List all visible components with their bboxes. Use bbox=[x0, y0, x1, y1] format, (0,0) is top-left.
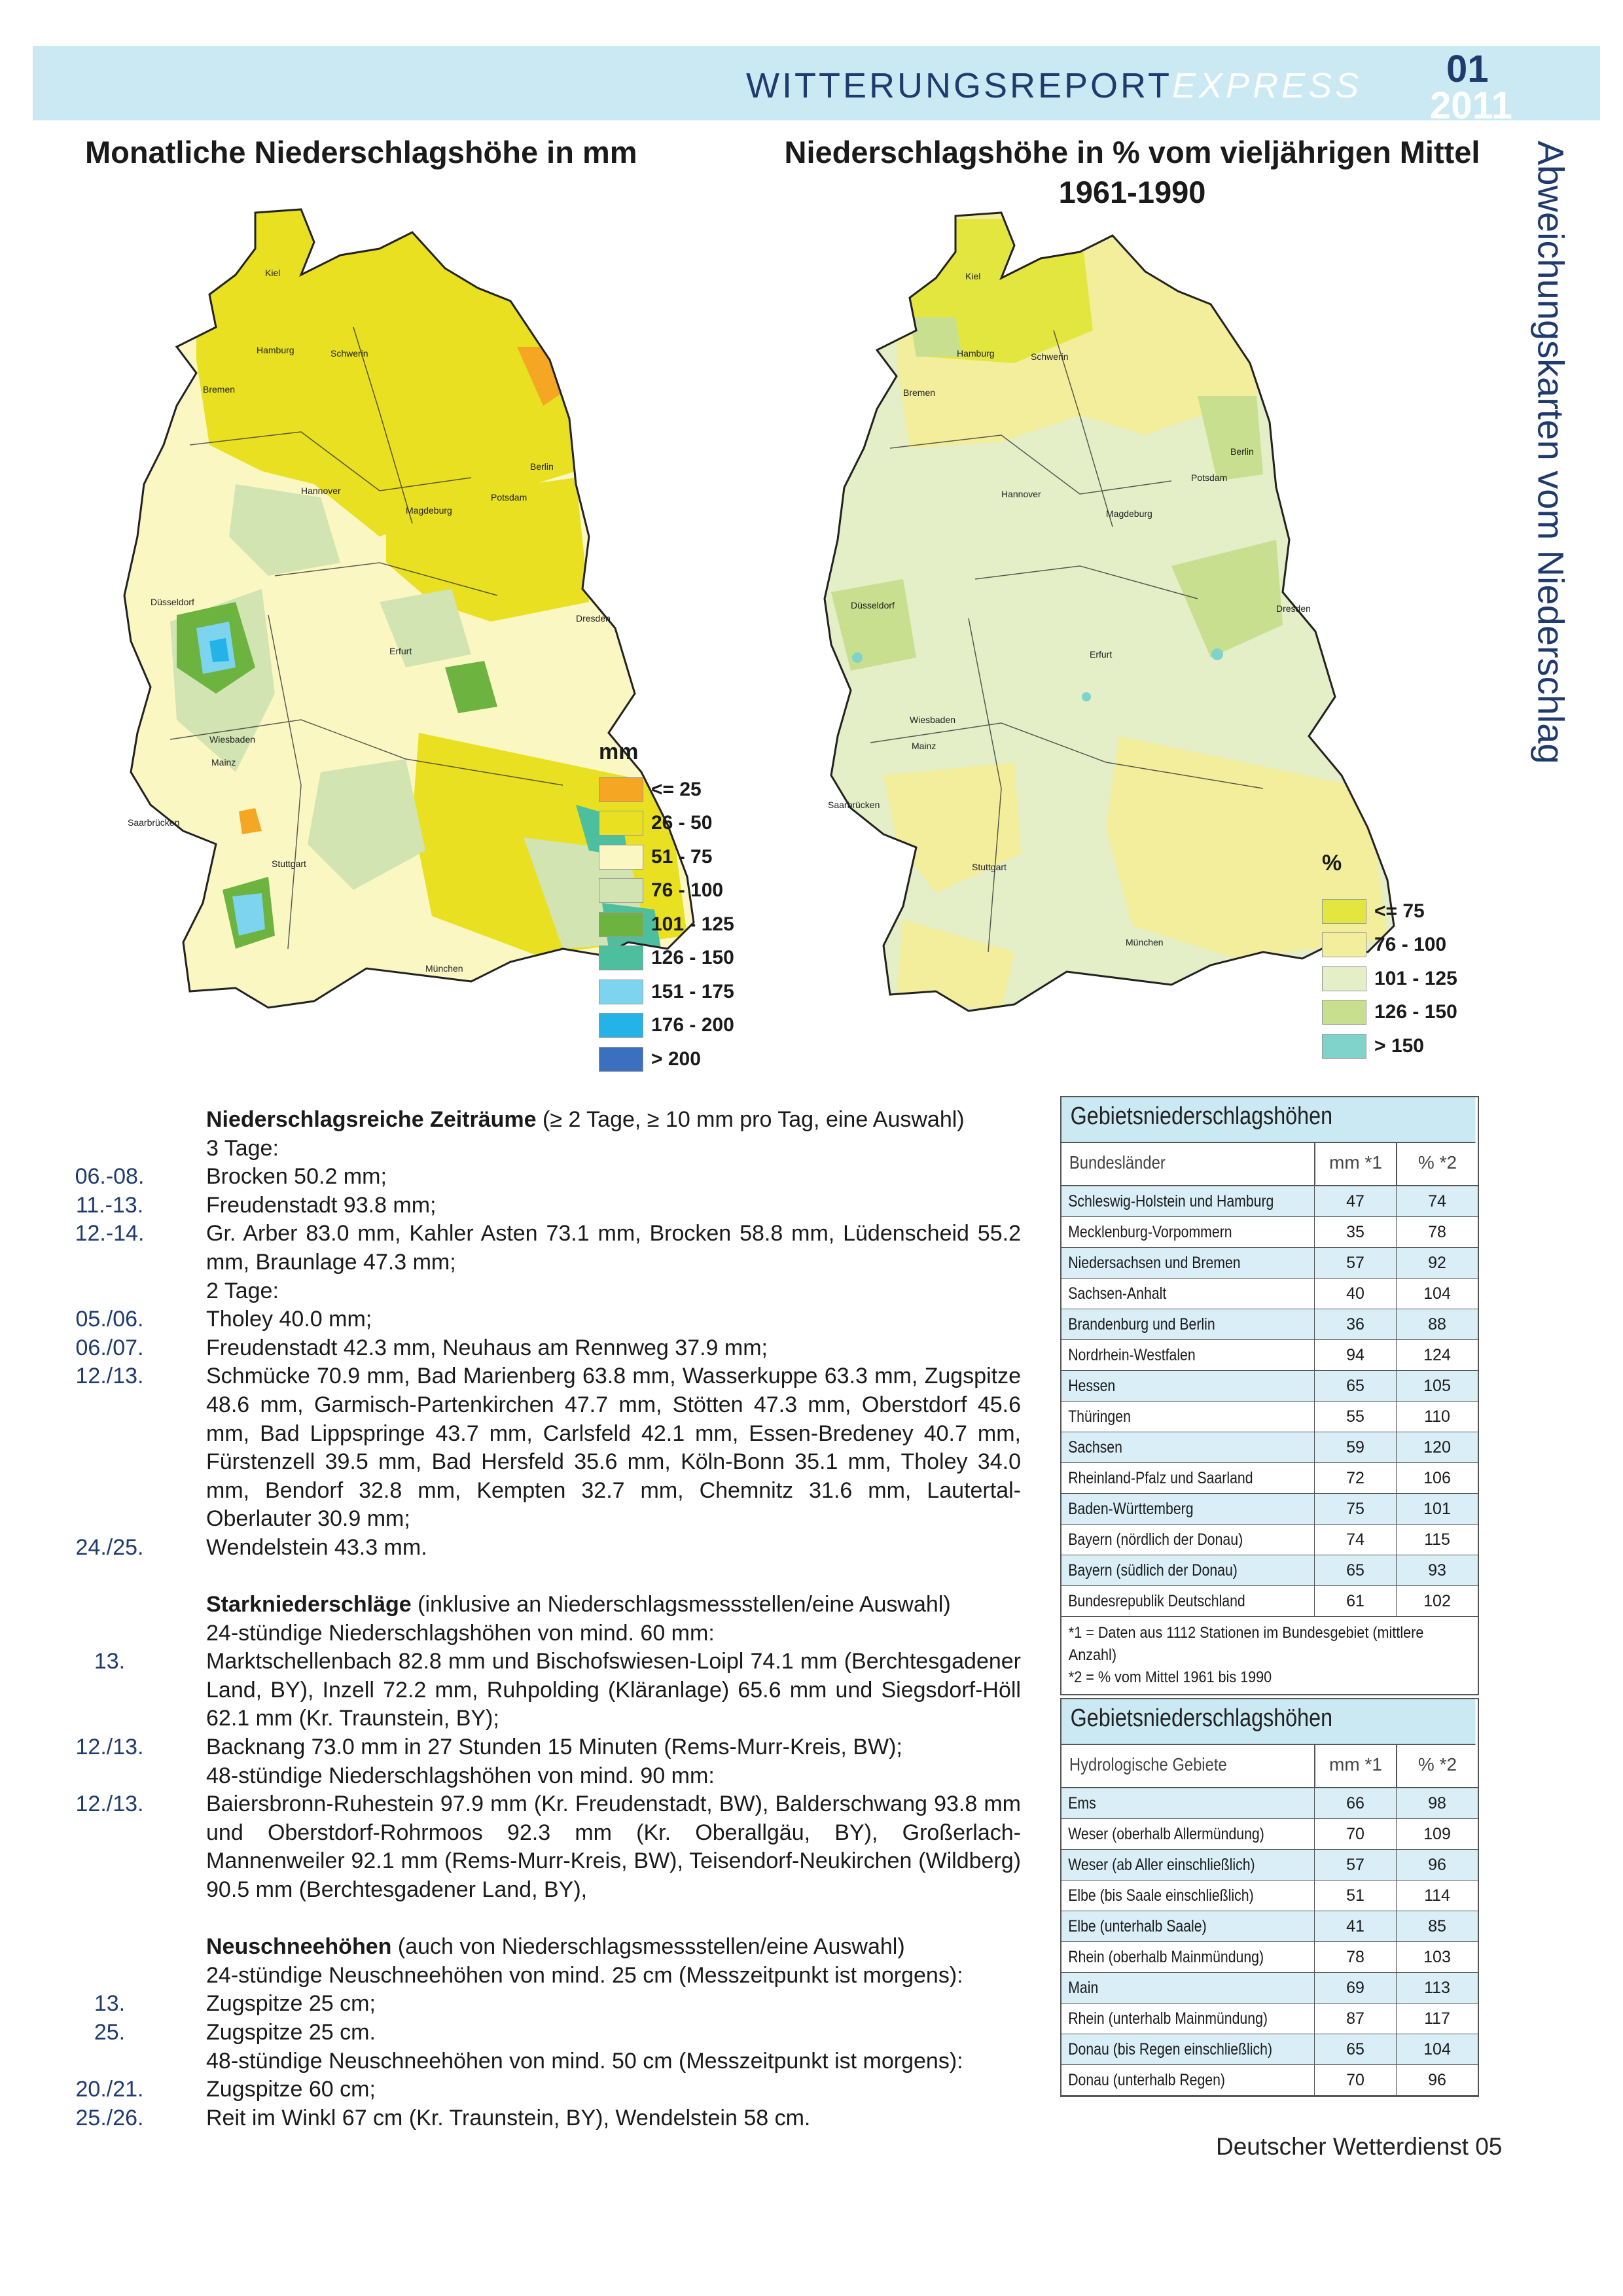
table-cell: 85 bbox=[1396, 1911, 1478, 1941]
city-label-potsdam: Potsdam bbox=[1191, 472, 1228, 483]
event-description: Freudenstadt 42.3 mm, Neuhaus am Rennweg 37.9 mm; bbox=[206, 1335, 768, 1360]
event-description: 24-stündige Neuschneehöhen von mind. 25 cm (Messzeitpunkt ist morgens): bbox=[206, 1962, 963, 1988]
event-entry bbox=[0, 2104, 1021, 2133]
event-date bbox=[0, 1619, 206, 1648]
city-label-erfurt: Erfurt bbox=[389, 646, 412, 656]
legend-swatch bbox=[1322, 1034, 1366, 1059]
event-text bbox=[206, 1277, 1021, 1306]
table-cell: 105 bbox=[1396, 1371, 1478, 1401]
states-precip-table bbox=[1060, 1096, 1479, 1695]
spacer bbox=[0, 1563, 1021, 1591]
legend-swatch bbox=[599, 777, 643, 802]
mm-legend-item bbox=[599, 807, 734, 841]
mm-legend-item bbox=[599, 1042, 734, 1076]
table-cell: 120 bbox=[1396, 1432, 1478, 1462]
table-cell: 101 bbox=[1396, 1494, 1478, 1524]
left-map-title: Monatliche Niederschlagshöhe in mm bbox=[85, 135, 637, 169]
table-cell: 92 bbox=[1396, 1248, 1478, 1278]
event-text bbox=[206, 1305, 1021, 1334]
table-cell: 106 bbox=[1396, 1463, 1478, 1493]
section-heading: Neuschneehöhen bbox=[206, 1934, 392, 1960]
table-row bbox=[1061, 1911, 1478, 1942]
event-description: (auch von Niederschlagsmessstellen/eine Auswahl) bbox=[391, 1934, 905, 1960]
section-heading: Niederschlagsreiche Zeiträume bbox=[206, 1107, 537, 1132]
table-cell: 41 bbox=[1314, 1911, 1396, 1941]
column-header: % *2 bbox=[1396, 1745, 1478, 1787]
event-description: Schmücke 70.9 mm, Bad Marienberg 63.8 mm, Wasserkuppe 63.3 mm, Zugspitze 48.6 mm, Garmisch-Partenkirchen 47.7 mm, Stötten 47.3 mm, Oberstdorf 45.6 mm, Bad Lippspringe 43.7 mm, Carlsfeld 42.1 mm, Essen-Bredeney 40.7 mm, Fürstenzell 39.5 mm, Bad Hersfeld 35.6 mm, Köln-Bonn 35.1 mm, Tholey 34.0 mm, Bendorf 32.8 mm, Kempten 32.7 mm, Chemnitz 31.6 mm, Lautertal-Oberlauter 30.9 mm; bbox=[206, 1364, 1021, 1532]
table-row bbox=[1061, 1788, 1478, 1819]
event-entry bbox=[0, 1534, 1021, 1563]
event-entry bbox=[0, 1334, 1021, 1363]
table-cell: 74 bbox=[1396, 1186, 1478, 1216]
event-entry bbox=[0, 1220, 1021, 1277]
event-entry bbox=[0, 1762, 1021, 1791]
table-cell: Bayern (südlich der Donau) bbox=[1068, 1561, 1238, 1580]
table-cell: Main bbox=[1068, 1978, 1099, 1997]
table-cell: 94 bbox=[1314, 1340, 1396, 1370]
event-text bbox=[206, 1762, 1021, 1791]
city-label-berlin: Berlin bbox=[530, 461, 554, 472]
city-label-hannover: Hannover bbox=[301, 486, 341, 496]
event-text bbox=[206, 1334, 1021, 1363]
event-text bbox=[206, 1962, 1021, 1990]
table-row bbox=[1061, 1371, 1478, 1402]
event-entry bbox=[0, 1106, 1021, 1135]
percent-legend-item bbox=[1322, 1029, 1457, 1063]
event-date: 12./13. bbox=[75, 1792, 144, 1817]
legend-swatch bbox=[599, 1013, 643, 1038]
table-cell: 102 bbox=[1396, 1586, 1478, 1616]
table-cell: Mecklenburg-Vorpommern bbox=[1068, 1222, 1232, 1241]
event-entry bbox=[0, 1277, 1021, 1306]
legend-label: 26 - 50 bbox=[651, 812, 713, 834]
table-cell: 55 bbox=[1314, 1402, 1396, 1432]
table-cell: 104 bbox=[1396, 2034, 1478, 2064]
table-cell: Hessen bbox=[1068, 1376, 1116, 1395]
table-row bbox=[1061, 1494, 1478, 1525]
table-cell: 109 bbox=[1396, 1819, 1478, 1849]
table-cell: Schleswig-Holstein und Hamburg bbox=[1068, 1192, 1274, 1210]
table-cell: Donau (bis Regen einschließlich) bbox=[1068, 2040, 1273, 2058]
event-entry bbox=[0, 1990, 1021, 2019]
event-description: Zugspitze 25 cm. bbox=[206, 2020, 376, 2045]
report-title: WITTERUNGSREPORTEXPRESS bbox=[746, 66, 1363, 105]
table-cell: Brandenburg und Berlin bbox=[1068, 1315, 1215, 1333]
event-text bbox=[206, 1933, 1021, 1962]
table-cell: 59 bbox=[1314, 1432, 1396, 1462]
column-header: Bundesländer bbox=[1069, 1152, 1166, 1173]
event-description: Marktschellenbach 82.8 mm und Bischofswiesen-Loipl 74.1 mm (Berchtesgadener Land, BY), Inzell 72.2 mm, Ruhpolding (Kläranlage) 65.6 mm und Siegsdorf-Höll 62.1 mm (Kr. Traunstein, BY); bbox=[206, 1649, 1021, 1731]
table-cell: 65 bbox=[1314, 2034, 1396, 2064]
legend-label: 76 - 100 bbox=[1374, 934, 1447, 956]
event-date: 12./13. bbox=[75, 1364, 144, 1389]
table-cell: Ems bbox=[1068, 1793, 1096, 1812]
table-row bbox=[1061, 1309, 1478, 1340]
event-description: Backnang 73.0 mm in 27 Stunden 15 Minuten (Rems-Murr-Kreis, BW); bbox=[206, 1735, 902, 1760]
table-cell: Niedersachsen und Bremen bbox=[1068, 1253, 1241, 1272]
table-cell: 96 bbox=[1396, 1850, 1478, 1880]
event-text bbox=[206, 1733, 1021, 1762]
table-row bbox=[1061, 1279, 1478, 1309]
table-row bbox=[1061, 1217, 1478, 1248]
table-row bbox=[1061, 1973, 1478, 2004]
city-label-wiesbaden: Wiesbaden bbox=[209, 734, 256, 745]
table-row bbox=[1061, 2065, 1478, 2096]
event-entry bbox=[0, 2047, 1021, 2076]
event-date: 06.-08. bbox=[75, 1164, 145, 1190]
event-date bbox=[0, 1277, 206, 1306]
column-header: mm *1 bbox=[1314, 1143, 1396, 1185]
event-text bbox=[206, 2104, 1021, 2133]
right-map-title: Niederschlagshöhe in % vom vieljährigen Mittel 1961-1990 bbox=[784, 135, 1480, 209]
event-text bbox=[206, 2019, 1021, 2047]
table-cell: Nordrhein-Westfalen bbox=[1068, 1345, 1196, 1364]
city-label-schwerin: Schwerin bbox=[1031, 351, 1069, 362]
city-label-hannover: Hannover bbox=[1001, 489, 1041, 499]
event-text bbox=[206, 1192, 1021, 1220]
precipitation-map-percent bbox=[805, 200, 1407, 1070]
city-label-dresden: Dresden bbox=[576, 613, 611, 624]
mm-legend-item bbox=[599, 908, 734, 942]
legend-label: 151 - 175 bbox=[651, 980, 734, 1002]
event-date: 13. bbox=[94, 1649, 126, 1674]
table-cell: 57 bbox=[1314, 1850, 1396, 1880]
city-label-magdeburg: Magdeburg bbox=[406, 505, 452, 516]
event-text bbox=[206, 2047, 1021, 2076]
city-label-erfurt: Erfurt bbox=[1090, 649, 1113, 660]
event-text bbox=[206, 1619, 1021, 1648]
event-date: 24./25. bbox=[75, 1534, 144, 1560]
table-row bbox=[1061, 1942, 1478, 1973]
event-text bbox=[206, 1648, 1021, 1733]
table-row bbox=[1061, 1463, 1478, 1494]
event-description: 24-stündige Niederschlagshöhen von mind. 60 mm: bbox=[206, 1620, 715, 1646]
table-cell: 75 bbox=[1314, 1494, 1396, 1524]
table-cell: 70 bbox=[1314, 1819, 1396, 1849]
table-row bbox=[1061, 2004, 1478, 2034]
table-cell: 114 bbox=[1396, 1881, 1478, 1911]
city-label-dresden: Dresden bbox=[1276, 603, 1311, 614]
table-row bbox=[1061, 1850, 1478, 1881]
rivers-precip-table bbox=[1060, 1698, 1479, 2097]
event-date: 20./21. bbox=[75, 2077, 144, 2102]
legend-swatch bbox=[599, 878, 643, 903]
table-row bbox=[1061, 1881, 1478, 1911]
table-cell: Sachsen bbox=[1068, 1438, 1122, 1457]
event-description: Wendelstein 43.3 mm. bbox=[206, 1534, 427, 1560]
issue-year: 2011 bbox=[1430, 84, 1512, 127]
section-heading: Starkniederschläge bbox=[206, 1592, 412, 1617]
event-date: 12.-14. bbox=[75, 1221, 145, 1246]
event-description: Tholey 40.0 mm; bbox=[206, 1307, 372, 1332]
legend-label: 126 - 150 bbox=[1374, 1001, 1457, 1023]
event-date: 25./26. bbox=[75, 2105, 144, 2130]
table-cell: Weser (ab Aller einschließlich) bbox=[1068, 1855, 1255, 1874]
city-label-hamburg: Hamburg bbox=[257, 345, 294, 355]
event-text bbox=[206, 2075, 1021, 2104]
event-description: Brocken 50.2 mm; bbox=[206, 1164, 387, 1190]
city-label-wiesbaden: Wiesbaden bbox=[910, 715, 956, 725]
event-date bbox=[0, 1933, 206, 1962]
table-row bbox=[1061, 1340, 1478, 1371]
table-cell: 57 bbox=[1314, 1248, 1396, 1278]
legend-label: 101 - 125 bbox=[1374, 967, 1457, 989]
event-text bbox=[206, 1534, 1021, 1563]
table-cell: 78 bbox=[1396, 1217, 1478, 1247]
table-cell: 65 bbox=[1314, 1371, 1396, 1401]
mm-legend-item bbox=[599, 1009, 734, 1043]
mm-legend-item bbox=[599, 942, 734, 976]
table-row bbox=[1061, 1586, 1478, 1617]
event-description: Baiersbronn-Ruhestein 97.9 mm (Kr. Freudenstadt, BW), Balderschwang 93.8 mm und Oberstdorf-Rohrmoos 92.3 mm (Kr. Oberallgäu, BY), Großerlach-Mannenweiler 92.1 mm (Rems-Murr-Kreis, BW), Teisendorf-Neukirchen (Wildberg) 90.5 mm (Berchtesgadener Land, BY), bbox=[206, 1792, 1021, 1903]
event-date: 11.-13. bbox=[75, 1192, 144, 1218]
percent-legend-item bbox=[1322, 996, 1457, 1030]
event-description: Zugspitze 60 cm; bbox=[206, 2077, 376, 2102]
event-date: 13. bbox=[94, 1991, 126, 2017]
city-label-duesseldorf: Düsseldorf bbox=[851, 600, 895, 610]
table-cell: 96 bbox=[1396, 2065, 1478, 2095]
page-footer: Deutscher Wetterdienst 05 bbox=[1216, 2133, 1503, 2160]
table-cell: Rhein (unterhalb Mainmündung) bbox=[1068, 2009, 1268, 2028]
table-cell: Rhein (oberhalb Mainmündung) bbox=[1068, 1947, 1264, 1966]
mm-legend-item bbox=[599, 773, 734, 807]
table-row bbox=[1061, 1819, 1478, 1850]
event-description: 2 Tage: bbox=[206, 1278, 279, 1303]
event-date: 06./07. bbox=[75, 1335, 144, 1360]
table-cell: 78 bbox=[1314, 1942, 1396, 1972]
legend-label: <= 75 bbox=[1374, 900, 1425, 922]
table-row bbox=[1061, 2034, 1478, 2065]
event-description: Freudenstadt 93.8 mm; bbox=[206, 1192, 437, 1218]
event-text bbox=[206, 1362, 1021, 1534]
legend-label: 176 - 200 bbox=[651, 1014, 734, 1036]
city-label-bremen: Bremen bbox=[203, 384, 236, 395]
legend-swatch bbox=[599, 811, 643, 836]
table-cell: 88 bbox=[1396, 1309, 1478, 1339]
table-row bbox=[1061, 1525, 1478, 1555]
event-description: Reit im Winkl 67 cm (Kr. Traunstein, BY), Wendelstein 58 cm. bbox=[206, 2105, 811, 2130]
table-cell: 87 bbox=[1314, 2004, 1396, 2034]
event-entry bbox=[0, 2019, 1021, 2047]
issue-number: 01 bbox=[1446, 48, 1489, 90]
mm-legend-item bbox=[599, 840, 734, 874]
table-cell: 117 bbox=[1396, 2004, 1478, 2034]
city-label-bremen: Bremen bbox=[903, 387, 936, 398]
event-description: (inklusive an Niederschlagsmessstellen/eine Auswahl) bbox=[411, 1592, 951, 1617]
city-label-schwerin: Schwerin bbox=[330, 348, 368, 359]
table-cell: 51 bbox=[1314, 1881, 1396, 1911]
event-description: 3 Tage: bbox=[206, 1135, 279, 1161]
table-row bbox=[1061, 1555, 1478, 1586]
event-entry bbox=[0, 1933, 1021, 1962]
table-cell: Baden-Württemberg bbox=[1068, 1499, 1194, 1518]
table-cell: 103 bbox=[1396, 1942, 1478, 1972]
table-cell: 74 bbox=[1314, 1525, 1396, 1555]
city-label-mainz: Mainz bbox=[211, 757, 236, 768]
table-cell: 113 bbox=[1396, 1973, 1478, 2003]
table-title: Gebietsniederschlagshöhen bbox=[1061, 1097, 1475, 1143]
percent-legend-item bbox=[1322, 894, 1457, 928]
event-text bbox=[206, 1135, 1021, 1163]
event-entry bbox=[0, 1790, 1021, 1904]
table-header bbox=[1061, 1745, 1478, 1788]
table-cell: 70 bbox=[1314, 2065, 1396, 2095]
event-entry bbox=[0, 1362, 1021, 1534]
percent-legend-unit: % bbox=[1322, 851, 1342, 875]
legend-label: > 150 bbox=[1374, 1034, 1424, 1057]
legend-swatch bbox=[1322, 899, 1366, 924]
event-text bbox=[206, 1990, 1021, 2019]
event-entry bbox=[0, 1305, 1021, 1334]
event-entry bbox=[0, 1163, 1021, 1192]
event-description: Zugspitze 25 cm; bbox=[206, 1991, 376, 2017]
side-title: Abweichungskarten vom Niederschlag bbox=[1530, 141, 1572, 764]
table-cell: 36 bbox=[1314, 1309, 1396, 1339]
legend-label: > 200 bbox=[651, 1048, 701, 1070]
table-cell: 104 bbox=[1396, 1279, 1478, 1309]
table-cell: Elbe (unterhalb Saale) bbox=[1068, 1916, 1207, 1935]
event-text bbox=[206, 1790, 1021, 1904]
event-description: (≥ 2 Tage, ≥ 10 mm pro Tag, eine Auswahl) bbox=[536, 1107, 965, 1132]
city-label-berlin: Berlin bbox=[1230, 446, 1254, 457]
city-label-kiel: Kiel bbox=[965, 271, 981, 281]
table-cell: Bayern (nördlich der Donau) bbox=[1068, 1530, 1243, 1549]
event-date bbox=[0, 1106, 206, 1135]
table-cell: 66 bbox=[1314, 1788, 1396, 1818]
table-row bbox=[1061, 1402, 1478, 1432]
spacer bbox=[0, 1905, 1021, 1934]
city-label-saarbruecken: Saarbrücken bbox=[128, 817, 180, 828]
event-description: 48-stündige Niederschlagshöhen von mind. 90 mm: bbox=[206, 1763, 715, 1788]
table-row bbox=[1061, 1186, 1478, 1217]
legend-label: 76 - 100 bbox=[651, 879, 724, 902]
percent-legend-item bbox=[1322, 928, 1457, 963]
table-footnote: *1 = Daten aus 1112 Stationen im Bundesgebiet (mittlere Anzahl) *2 = % vom Mittel 1961 bis 1990 bbox=[1061, 1617, 1477, 1694]
table-row bbox=[1061, 1248, 1478, 1279]
city-label-stuttgart: Stuttgart bbox=[972, 862, 1007, 872]
legend-label: 51 - 75 bbox=[651, 845, 713, 868]
legend-swatch bbox=[1322, 932, 1366, 957]
event-date: 25. bbox=[94, 2020, 126, 2045]
event-date: 05./06. bbox=[75, 1307, 144, 1332]
table-cell: Donau (unterhalb Regen) bbox=[1068, 2070, 1226, 2089]
event-description: 48-stündige Neuschneehöhen von mind. 50 cm (Messzeitpunkt ist morgens): bbox=[206, 2048, 963, 2074]
table-cell: Thüringen bbox=[1068, 1407, 1131, 1426]
table-cell: 40 bbox=[1314, 1279, 1396, 1309]
table-cell: 93 bbox=[1396, 1555, 1478, 1585]
city-label-muenchen: München bbox=[425, 963, 463, 974]
table-cell: 115 bbox=[1396, 1525, 1478, 1555]
table-cell: Sachsen-Anhalt bbox=[1068, 1284, 1167, 1303]
mm-legend bbox=[599, 739, 734, 1076]
table-cell: 35 bbox=[1314, 1217, 1396, 1247]
event-entry bbox=[0, 1135, 1021, 1163]
legend-swatch bbox=[599, 845, 643, 870]
table-cell: Bundesrepublik Deutschland bbox=[1068, 1591, 1245, 1610]
table-cell: Elbe (bis Saale einschließlich) bbox=[1068, 1886, 1254, 1905]
column-header: Hydrologische Gebiete bbox=[1069, 1754, 1227, 1775]
legend-swatch bbox=[1322, 1000, 1366, 1025]
legend-swatch bbox=[1322, 966, 1366, 991]
city-label-hamburg: Hamburg bbox=[957, 348, 995, 359]
city-label-saarbruecken: Saarbrücken bbox=[828, 800, 880, 810]
legend-swatch bbox=[599, 912, 643, 937]
table-row bbox=[1061, 1432, 1478, 1463]
legend-label: 126 - 150 bbox=[651, 947, 734, 969]
event-entry bbox=[0, 1591, 1021, 1619]
event-date bbox=[0, 1591, 206, 1619]
event-description: Gr. Arber 83.0 mm, Kahler Asten 73.1 mm, Brocken 58.8 mm, Lüdenscheid 55.2 mm, Braunlage 47.3 mm; bbox=[206, 1221, 1021, 1275]
mm-legend-item bbox=[599, 874, 734, 908]
event-text bbox=[206, 1106, 1021, 1135]
table-cell: 69 bbox=[1314, 1973, 1396, 2003]
table-cell: 98 bbox=[1396, 1788, 1478, 1818]
event-entry bbox=[0, 2075, 1021, 2104]
table-cell: 124 bbox=[1396, 1340, 1478, 1370]
city-label-potsdam: Potsdam bbox=[491, 492, 527, 503]
percent-legend bbox=[1322, 851, 1457, 1063]
city-label-muenchen: München bbox=[1126, 937, 1164, 947]
city-label-magdeburg: Magdeburg bbox=[1106, 508, 1152, 519]
events-list bbox=[0, 1106, 1021, 2132]
mm-legend-unit: mm bbox=[599, 739, 639, 764]
column-header: % *2 bbox=[1396, 1143, 1478, 1185]
event-entry bbox=[0, 1648, 1021, 1733]
event-date: 12./13. bbox=[75, 1735, 144, 1760]
percent-legend-item bbox=[1322, 962, 1457, 996]
table-cell: 110 bbox=[1396, 1402, 1478, 1432]
table-cell: 65 bbox=[1314, 1555, 1396, 1585]
mm-legend-item bbox=[599, 975, 734, 1009]
event-text bbox=[206, 1220, 1021, 1277]
event-date bbox=[0, 2047, 206, 2076]
legend-swatch bbox=[599, 945, 643, 970]
event-entry bbox=[0, 1192, 1021, 1220]
table-header bbox=[1061, 1143, 1478, 1186]
event-date bbox=[0, 1135, 206, 1163]
table-title: Gebietsniederschlagshöhen bbox=[1061, 1699, 1475, 1745]
event-entry bbox=[0, 1962, 1021, 1990]
city-label-mainz: Mainz bbox=[912, 741, 936, 751]
table-cell: 47 bbox=[1314, 1186, 1396, 1216]
table-cell: Rheinland-Pfalz und Saarland bbox=[1068, 1468, 1253, 1487]
legend-swatch bbox=[599, 980, 643, 1004]
event-text bbox=[206, 1591, 1021, 1619]
event-date bbox=[0, 1762, 206, 1791]
table-cell: 61 bbox=[1314, 1586, 1396, 1616]
event-text bbox=[206, 1163, 1021, 1192]
city-label-kiel: Kiel bbox=[265, 268, 281, 278]
event-date bbox=[0, 1962, 206, 1990]
legend-label: <= 25 bbox=[651, 778, 702, 800]
event-entry bbox=[0, 1619, 1021, 1648]
city-label-duesseldorf: Düsseldorf bbox=[151, 597, 194, 607]
column-header: mm *1 bbox=[1314, 1745, 1396, 1787]
legend-swatch bbox=[599, 1047, 643, 1072]
event-entry bbox=[0, 1733, 1021, 1762]
city-label-stuttgart: Stuttgart bbox=[272, 858, 306, 869]
table-cell: Weser (oberhalb Allermündung) bbox=[1068, 1824, 1264, 1843]
legend-label: 101 - 125 bbox=[651, 913, 734, 935]
table-cell: 72 bbox=[1314, 1463, 1396, 1493]
